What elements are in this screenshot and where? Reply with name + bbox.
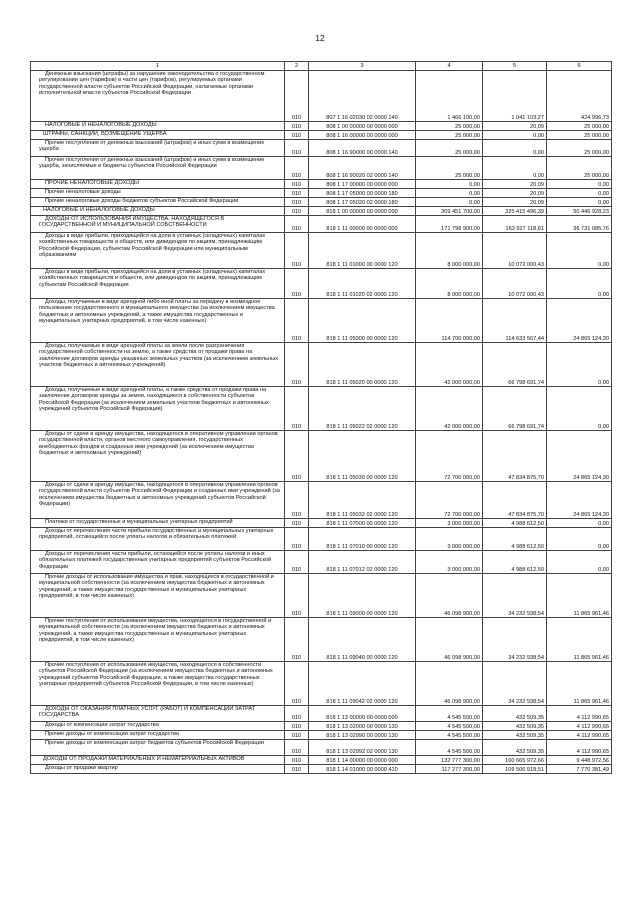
executed-amount-cell: 10 072 000,43: [483, 269, 547, 299]
line-code-cell: 010: [285, 157, 309, 180]
line-code-cell: 010: [285, 343, 309, 387]
table-row: [31, 731, 612, 740]
line-code-cell: 010: [285, 122, 309, 131]
line-code-cell: 010: [285, 574, 309, 618]
approved-amount-cell: 42 000 000,00: [416, 387, 483, 431]
approved-amount-cell: 309 451 700,00: [416, 207, 483, 216]
executed-amount-cell: 10 072 000,43: [483, 233, 547, 269]
column-header-row: [31, 62, 612, 71]
approved-amount-cell: 4 545 500,00: [416, 731, 483, 740]
unexecuted-amount-cell: 0,00: [547, 343, 612, 387]
executed-amount-cell: 20,09: [483, 122, 547, 131]
income-code-cell: 818 1 11 09042 02 0000 120: [309, 662, 416, 706]
income-code-cell: 818 1 11 07010 00 0000 120: [309, 528, 416, 551]
line-code-cell: 010: [285, 740, 309, 756]
line-code-cell: 010: [285, 731, 309, 740]
line-code-cell: 010: [285, 662, 309, 706]
executed-amount-cell: 34 232 938,54: [483, 618, 547, 662]
approved-amount-cell: 0,00: [416, 180, 483, 189]
line-code-cell: 010: [285, 233, 309, 269]
line-code-cell: 010: [285, 189, 309, 198]
row-name-cell: Прочие поступления от использования имущества, находящегося в государственной и муниципальной собственности (за исключением имущества бюджетных и автономных учреждений, а также имущества государственных и муниципальных унитарных предприятий, в том числе казенных): [31, 618, 285, 662]
table-row: [31, 765, 612, 774]
unexecuted-amount-cell: 11 865 961,46: [547, 662, 612, 706]
unexecuted-amount-cell: 25 000,00: [547, 157, 612, 180]
table-row: [31, 216, 612, 233]
table-row: [31, 618, 612, 662]
income-code-cell: 808 1 16 90000 00 0000 140: [309, 140, 416, 157]
unexecuted-amount-cell: 4 112 990,65: [547, 722, 612, 731]
approved-amount-cell: 72 700 000,00: [416, 431, 483, 482]
row-name-cell: Доходы, получаемые в виде арендной платы, а также средства от продажи права на заключение договоров аренды за земли, находящиеся в собственности субъектов Российской Федерации (за исключением земельных участков бюджетных и автономных учреждений субъектов Российской Федерации): [31, 387, 285, 431]
line-code-cell: 010: [285, 71, 309, 122]
line-code-cell: 010: [285, 387, 309, 431]
executed-amount-cell: 4 988 612,50: [483, 528, 547, 551]
line-code-cell: 010: [285, 765, 309, 774]
income-code-cell: 818 1 11 05032 02 0000 120: [309, 482, 416, 519]
table-row: [31, 551, 612, 574]
unexecuted-amount-cell: 0,00: [547, 519, 612, 528]
row-name-cell: Прочие доходы от компенсации затрат государства: [31, 731, 285, 740]
approved-amount-cell: 171 798 900,00: [416, 216, 483, 233]
approved-amount-cell: 72 700 000,00: [416, 482, 483, 519]
row-name-cell: Доходы от продажи квартир: [31, 765, 285, 774]
executed-amount-cell: 325 415 496,39: [483, 207, 547, 216]
table-row: [31, 299, 612, 343]
table-row: [31, 269, 612, 299]
unexecuted-amount-cell: 0,00: [547, 198, 612, 207]
row-name-cell: НАЛОГОВЫЕ И НЕНАЛОГОВЫЕ ДОХОДЫ: [31, 207, 285, 216]
income-code-cell: 818 1 11 05000 00 0000 120: [309, 299, 416, 343]
executed-amount-cell: 20,09: [483, 198, 547, 207]
approved-amount-cell: 4 545 500,00: [416, 722, 483, 731]
table-row: [31, 140, 612, 157]
row-name-cell: ПРОЧИЕ НЕНАЛОГОВЫЕ ДОХОДЫ: [31, 180, 285, 189]
unexecuted-amount-cell: 50 446 928,23: [547, 207, 612, 216]
executed-amount-cell: 114 633 567,44: [483, 299, 547, 343]
row-name-cell: Доходы в виде прибыли, приходящейся на доли в уставных (складочных) капиталах хозяйственных товариществ и обществ, или дивидендов по акциям, принадлежащим субъектам Российской Федерации: [31, 269, 285, 299]
approved-amount-cell: 8 000 000,00: [416, 269, 483, 299]
table-row: [31, 756, 612, 765]
approved-amount-cell: 0,00: [416, 189, 483, 198]
unexecuted-amount-cell: 11 865 961,46: [547, 618, 612, 662]
line-code-cell: 010: [285, 431, 309, 482]
revenue-table: [30, 61, 612, 774]
executed-amount-cell: 0,00: [483, 157, 547, 180]
row-name-cell: Доходы от перечисления части прибыли государственных и муниципальных унитарных предприятий, остающейся после уплаты налогов и обязательных платежей: [31, 528, 285, 551]
table-row: [31, 207, 612, 216]
executed-amount-cell: 66 798 691,74: [483, 387, 547, 431]
line-code-cell: 010: [285, 706, 309, 722]
line-code-cell: 010: [285, 299, 309, 343]
row-name-cell: Прочие доходы от использования имущества и прав, находящихся в государственной и муниципальной собственности (за исключением имущества бюджетных и автономных учреждений, а также имущества государственных и муниципальных унитарных предприятий, в том числе казенных): [31, 574, 285, 618]
row-name-cell: Прочие поступления от использования имущества, находящегося в собственности субъектов Российской Федерации (за исключением имущества бюджетных и автономных учреждений субъектов Российской Федерации, а также имущества государственных унитарных предприятий субъектов Российской Федерации, в том числе казенных): [31, 662, 285, 706]
executed-amount-cell: 20,09: [483, 180, 547, 189]
approved-amount-cell: 1 466 100,00: [416, 71, 483, 122]
income-code-cell: 818 1 14 01000 00 0000 410: [309, 765, 416, 774]
income-code-cell: 818 1 11 00000 00 0000 000: [309, 216, 416, 233]
income-code-cell: 808 1 16 90020 02 0000 140: [309, 157, 416, 180]
row-name-cell: Доходы от сдачи в аренду имущества, находящегося в оперативном управлении органов государственной власти субъектов Российской Федерации и созданных ими учреждений (за исключением имущества бюджетных и автономных учреждений субъектов Российской Федерации): [31, 482, 285, 519]
executed-amount-cell: 34 232 938,54: [483, 662, 547, 706]
column-header: 4: [416, 62, 483, 71]
executed-amount-cell: 20,09: [483, 189, 547, 198]
line-code-cell: 010: [285, 756, 309, 765]
income-code-cell: 818 1 11 05030 00 0000 120: [309, 431, 416, 482]
approved-amount-cell: 114 700 000,00: [416, 299, 483, 343]
executed-amount-cell: 432 509,35: [483, 706, 547, 722]
line-code-cell: 010: [285, 482, 309, 519]
row-name-cell: ШТРАФЫ, САНКЦИИ, ВОЗМЕЩЕНИЕ УЩЕРБА: [31, 131, 285, 140]
unexecuted-amount-cell: 424 996,73: [547, 71, 612, 122]
unexecuted-amount-cell: 11 865 961,46: [547, 574, 612, 618]
line-code-cell: 010: [285, 216, 309, 233]
income-code-cell: 808 1 17 00000 00 0000 000: [309, 180, 416, 189]
row-name-cell: Прочие неналоговые доходы: [31, 189, 285, 198]
line-code-cell: 010: [285, 528, 309, 551]
table-row: [31, 519, 612, 528]
table-row: [31, 706, 612, 722]
table-row: [31, 431, 612, 482]
row-name-cell: Прочие поступления от денежных взысканий (штрафов) и иных сумм в возмещение ущерба: [31, 140, 285, 157]
row-name-cell: Прочие доходы от компенсации затрат бюджетов субъектов Российской Федерации: [31, 740, 285, 756]
line-code-cell: 010: [285, 140, 309, 157]
income-code-cell: 818 1 13 00000 00 0000 000: [309, 706, 416, 722]
unexecuted-amount-cell: 0,00: [547, 269, 612, 299]
income-code-cell: 818 1 13 02000 00 0000 130: [309, 722, 416, 731]
executed-amount-cell: 432 509,35: [483, 731, 547, 740]
approved-amount-cell: 25 000,00: [416, 140, 483, 157]
row-name-cell: Доходы от сдачи в аренду имущества, находящегося в оперативном управлении органов государственной власти, органов местного самоуправления, государственных внебюджетных фондов и созданных ими учреждений (за исключением имущества бюджетных и автономных учреждений): [31, 431, 285, 482]
unexecuted-amount-cell: 4 112 990,65: [547, 706, 612, 722]
income-code-cell: 818 1 11 01020 02 0000 120: [309, 269, 416, 299]
income-code-cell: 808 1 00 00000 00 0000 000: [309, 122, 416, 131]
approved-amount-cell: 42 000 000,00: [416, 343, 483, 387]
income-code-cell: 818 1 00 00000 00 0000 000: [309, 207, 416, 216]
executed-amount-cell: 0,00: [483, 140, 547, 157]
unexecuted-amount-cell: 0,00: [547, 180, 612, 189]
approved-amount-cell: 4 545 500,00: [416, 740, 483, 756]
line-code-cell: 010: [285, 207, 309, 216]
income-code-cell: 808 1 17 05000 00 0000 180: [309, 189, 416, 198]
unexecuted-amount-cell: 0,00: [547, 387, 612, 431]
approved-amount-cell: 25 000,00: [416, 122, 483, 131]
unexecuted-amount-cell: 0,00: [547, 233, 612, 269]
row-name-cell: Прочие поступления от денежных взысканий (штрафов) и иных сумм в возмещение ущерба, зачисляемые в бюджеты субъектов Российской Федерации: [31, 157, 285, 180]
row-name-cell: Доходы, получаемые в виде арендной либо иной платы за передачу в возмездное пользование государственного и муниципального имущества (за исключением имущества бюджетных и автономных учреждений, а также имущества государственных и муниципальных унитарных предприятий, в том числе казенных): [31, 299, 285, 343]
approved-amount-cell: 25 000,00: [416, 157, 483, 180]
income-code-cell: 818 1 11 09000 00 0000 120: [309, 574, 416, 618]
table-row: [31, 71, 612, 122]
income-code-cell: 818 1 13 02990 00 0000 130: [309, 731, 416, 740]
income-code-cell: 818 1 11 05020 00 0000 120: [309, 343, 416, 387]
line-code-cell: 010: [285, 618, 309, 662]
approved-amount-cell: 0,00: [416, 198, 483, 207]
unexecuted-amount-cell: 24 865 124,30: [547, 482, 612, 519]
income-code-cell: 818 1 11 01000 00 0000 120: [309, 233, 416, 269]
approved-amount-cell: 46 098 900,00: [416, 618, 483, 662]
table-row: [31, 131, 612, 140]
unexecuted-amount-cell: 0,00: [547, 528, 612, 551]
line-code-cell: 010: [285, 180, 309, 189]
unexecuted-amount-cell: 9 448 972,56: [547, 756, 612, 765]
row-name-cell: ДОХОДЫ ОТ ПРОДАЖИ МАТЕРИАЛЬНЫХ И НЕМАТЕРИАЛЬНЫХ АКТИВОВ: [31, 756, 285, 765]
column-header: 2: [285, 62, 309, 71]
executed-amount-cell: 0,00: [483, 131, 547, 140]
approved-amount-cell: 46 098 900,00: [416, 574, 483, 618]
table-row: [31, 482, 612, 519]
executed-amount-cell: 47 834 875,70: [483, 482, 547, 519]
approved-amount-cell: 46 098 900,00: [416, 662, 483, 706]
executed-amount-cell: 432 509,35: [483, 722, 547, 731]
income-code-cell: 807 1 16 02030 02 0000 140: [309, 71, 416, 122]
row-name-cell: Доходы от перечисления части прибыли, остающейся после уплаты налогов и иных обязательных платежей государственных унитарных предприятий субъектов Российской Федерации: [31, 551, 285, 574]
income-code-cell: 808 1 17 05020 02 0000 180: [309, 198, 416, 207]
table-row: [31, 122, 612, 131]
line-code-cell: 010: [285, 198, 309, 207]
income-code-cell: 818 1 11 07012 02 0000 120: [309, 551, 416, 574]
table-row: [31, 157, 612, 180]
income-code-cell: 818 1 11 07000 00 0000 120: [309, 519, 416, 528]
unexecuted-amount-cell: 24 865 124,30: [547, 431, 612, 482]
column-header: 1: [31, 62, 285, 71]
row-name-cell: Доходы, получаемые в виде арендной платы за земли после разграничения государственной собственности на землю, а также средства от продажи права на заключение договоров аренды указанных земельных участков (за исключением земельных участков бюджетных и автономных учреждений): [31, 343, 285, 387]
executed-amount-cell: 4 988 612,50: [483, 551, 547, 574]
table-row: [31, 574, 612, 618]
unexecuted-amount-cell: 0,00: [547, 551, 612, 574]
approved-amount-cell: 8 000 000,00: [416, 233, 483, 269]
executed-amount-cell: 66 798 691,74: [483, 343, 547, 387]
executed-amount-cell: 1 041 103,27: [483, 71, 547, 122]
unexecuted-amount-cell: 25 000,00: [547, 131, 612, 140]
column-header: 3: [309, 62, 416, 71]
approved-amount-cell: 132 777 300,00: [416, 756, 483, 765]
line-code-cell: 010: [285, 722, 309, 731]
page-number: 12: [315, 33, 325, 43]
income-code-cell: 818 1 11 05022 02 0000 120: [309, 387, 416, 431]
line-code-cell: 010: [285, 131, 309, 140]
row-name-cell: Доходы от компенсации затрат государства: [31, 722, 285, 731]
income-code-cell: 818 1 14 00000 00 0000 000: [309, 756, 416, 765]
income-code-cell: 818 1 13 02992 02 0000 130: [309, 740, 416, 756]
row-name-cell: ДОХОДЫ ОТ ИСПОЛЬЗОВАНИЯ ИМУЩЕСТВА, НАХОДЯЩЕГОСЯ В ГОСУДАРСТВЕННОЙ И МУНИЦИПАЛЬНОЙ СОБСТВЕННОСТИ: [31, 216, 285, 233]
row-name-cell: Доходы в виде прибыли, приходящейся на доли в уставных (складочных) капиталах хозяйственных товариществ и обществ, или дивидендов по акциям, принадлежащим Российской Федерации, субъектам Российской Федерации или муниципальным образованиям: [31, 233, 285, 269]
row-name-cell: Прочие неналоговые доходы бюджетов субъектов Российской Федерации: [31, 198, 285, 207]
line-code-cell: 010: [285, 519, 309, 528]
executed-amount-cell: 160 665 972,66: [483, 756, 547, 765]
unexecuted-amount-cell: 0,00: [547, 189, 612, 198]
approved-amount-cell: 117 277 300,00: [416, 765, 483, 774]
approved-amount-cell: 25 000,00: [416, 131, 483, 140]
unexecuted-amount-cell: 36 731 085,76: [547, 216, 612, 233]
line-code-cell: 010: [285, 551, 309, 574]
unexecuted-amount-cell: 4 112 990,65: [547, 740, 612, 756]
unexecuted-amount-cell: 25 000,00: [547, 140, 612, 157]
approved-amount-cell: 3 000 000,00: [416, 551, 483, 574]
income-code-cell: 818 1 11 09040 00 0000 120: [309, 618, 416, 662]
executed-amount-cell: 34 232 938,54: [483, 574, 547, 618]
table-row: [31, 722, 612, 731]
table-row: [31, 740, 612, 756]
row-name-cell: Платежи от государственных и муниципальных унитарных предприятий: [31, 519, 285, 528]
executed-amount-cell: 432 509,35: [483, 740, 547, 756]
table-row: [31, 528, 612, 551]
table-row: [31, 180, 612, 189]
executed-amount-cell: 109 506 918,51: [483, 765, 547, 774]
row-name-cell: Денежные взыскания (штрафы) за нарушение законодательства о государственном регулировании цен (тарифов) в части цен (тарифов), регулируемых органами государственной власти субъектов Российской Федерации, налагаемые органами исполнительной власти субъектов Российской Федерации: [31, 71, 285, 122]
table-row: [31, 198, 612, 207]
table-row: [31, 387, 612, 431]
unexecuted-amount-cell: 4 112 990,65: [547, 731, 612, 740]
line-code-cell: 010: [285, 269, 309, 299]
unexecuted-amount-cell: 7 770 381,49: [547, 765, 612, 774]
approved-amount-cell: 4 545 500,00: [416, 706, 483, 722]
approved-amount-cell: 3 000 000,00: [416, 528, 483, 551]
row-name-cell: НАЛОГОВЫЕ И НЕНАЛОГОВЫЕ ДОХОДЫ: [31, 122, 285, 131]
income-code-cell: 808 1 16 00000 00 0000 000: [309, 131, 416, 140]
table-row: [31, 662, 612, 706]
executed-amount-cell: 47 834 875,70: [483, 431, 547, 482]
unexecuted-amount-cell: 25 000,00: [547, 122, 612, 131]
executed-amount-cell: 163 927 118,61: [483, 216, 547, 233]
column-header: 6: [547, 62, 612, 71]
column-header: 5: [483, 62, 547, 71]
row-name-cell: ДОХОДЫ ОТ ОКАЗАНИЯ ПЛАТНЫХ УСЛУГ (РАБОТ) И КОМПЕНСАЦИИ ЗАТРАТ ГОСУДАРСТВА: [31, 706, 285, 722]
unexecuted-amount-cell: 24 865 124,30: [547, 299, 612, 343]
approved-amount-cell: 3 000 000,00: [416, 519, 483, 528]
executed-amount-cell: 4 988 612,50: [483, 519, 547, 528]
table-row: [31, 233, 612, 269]
table-row: [31, 343, 612, 387]
table-row: [31, 189, 612, 198]
